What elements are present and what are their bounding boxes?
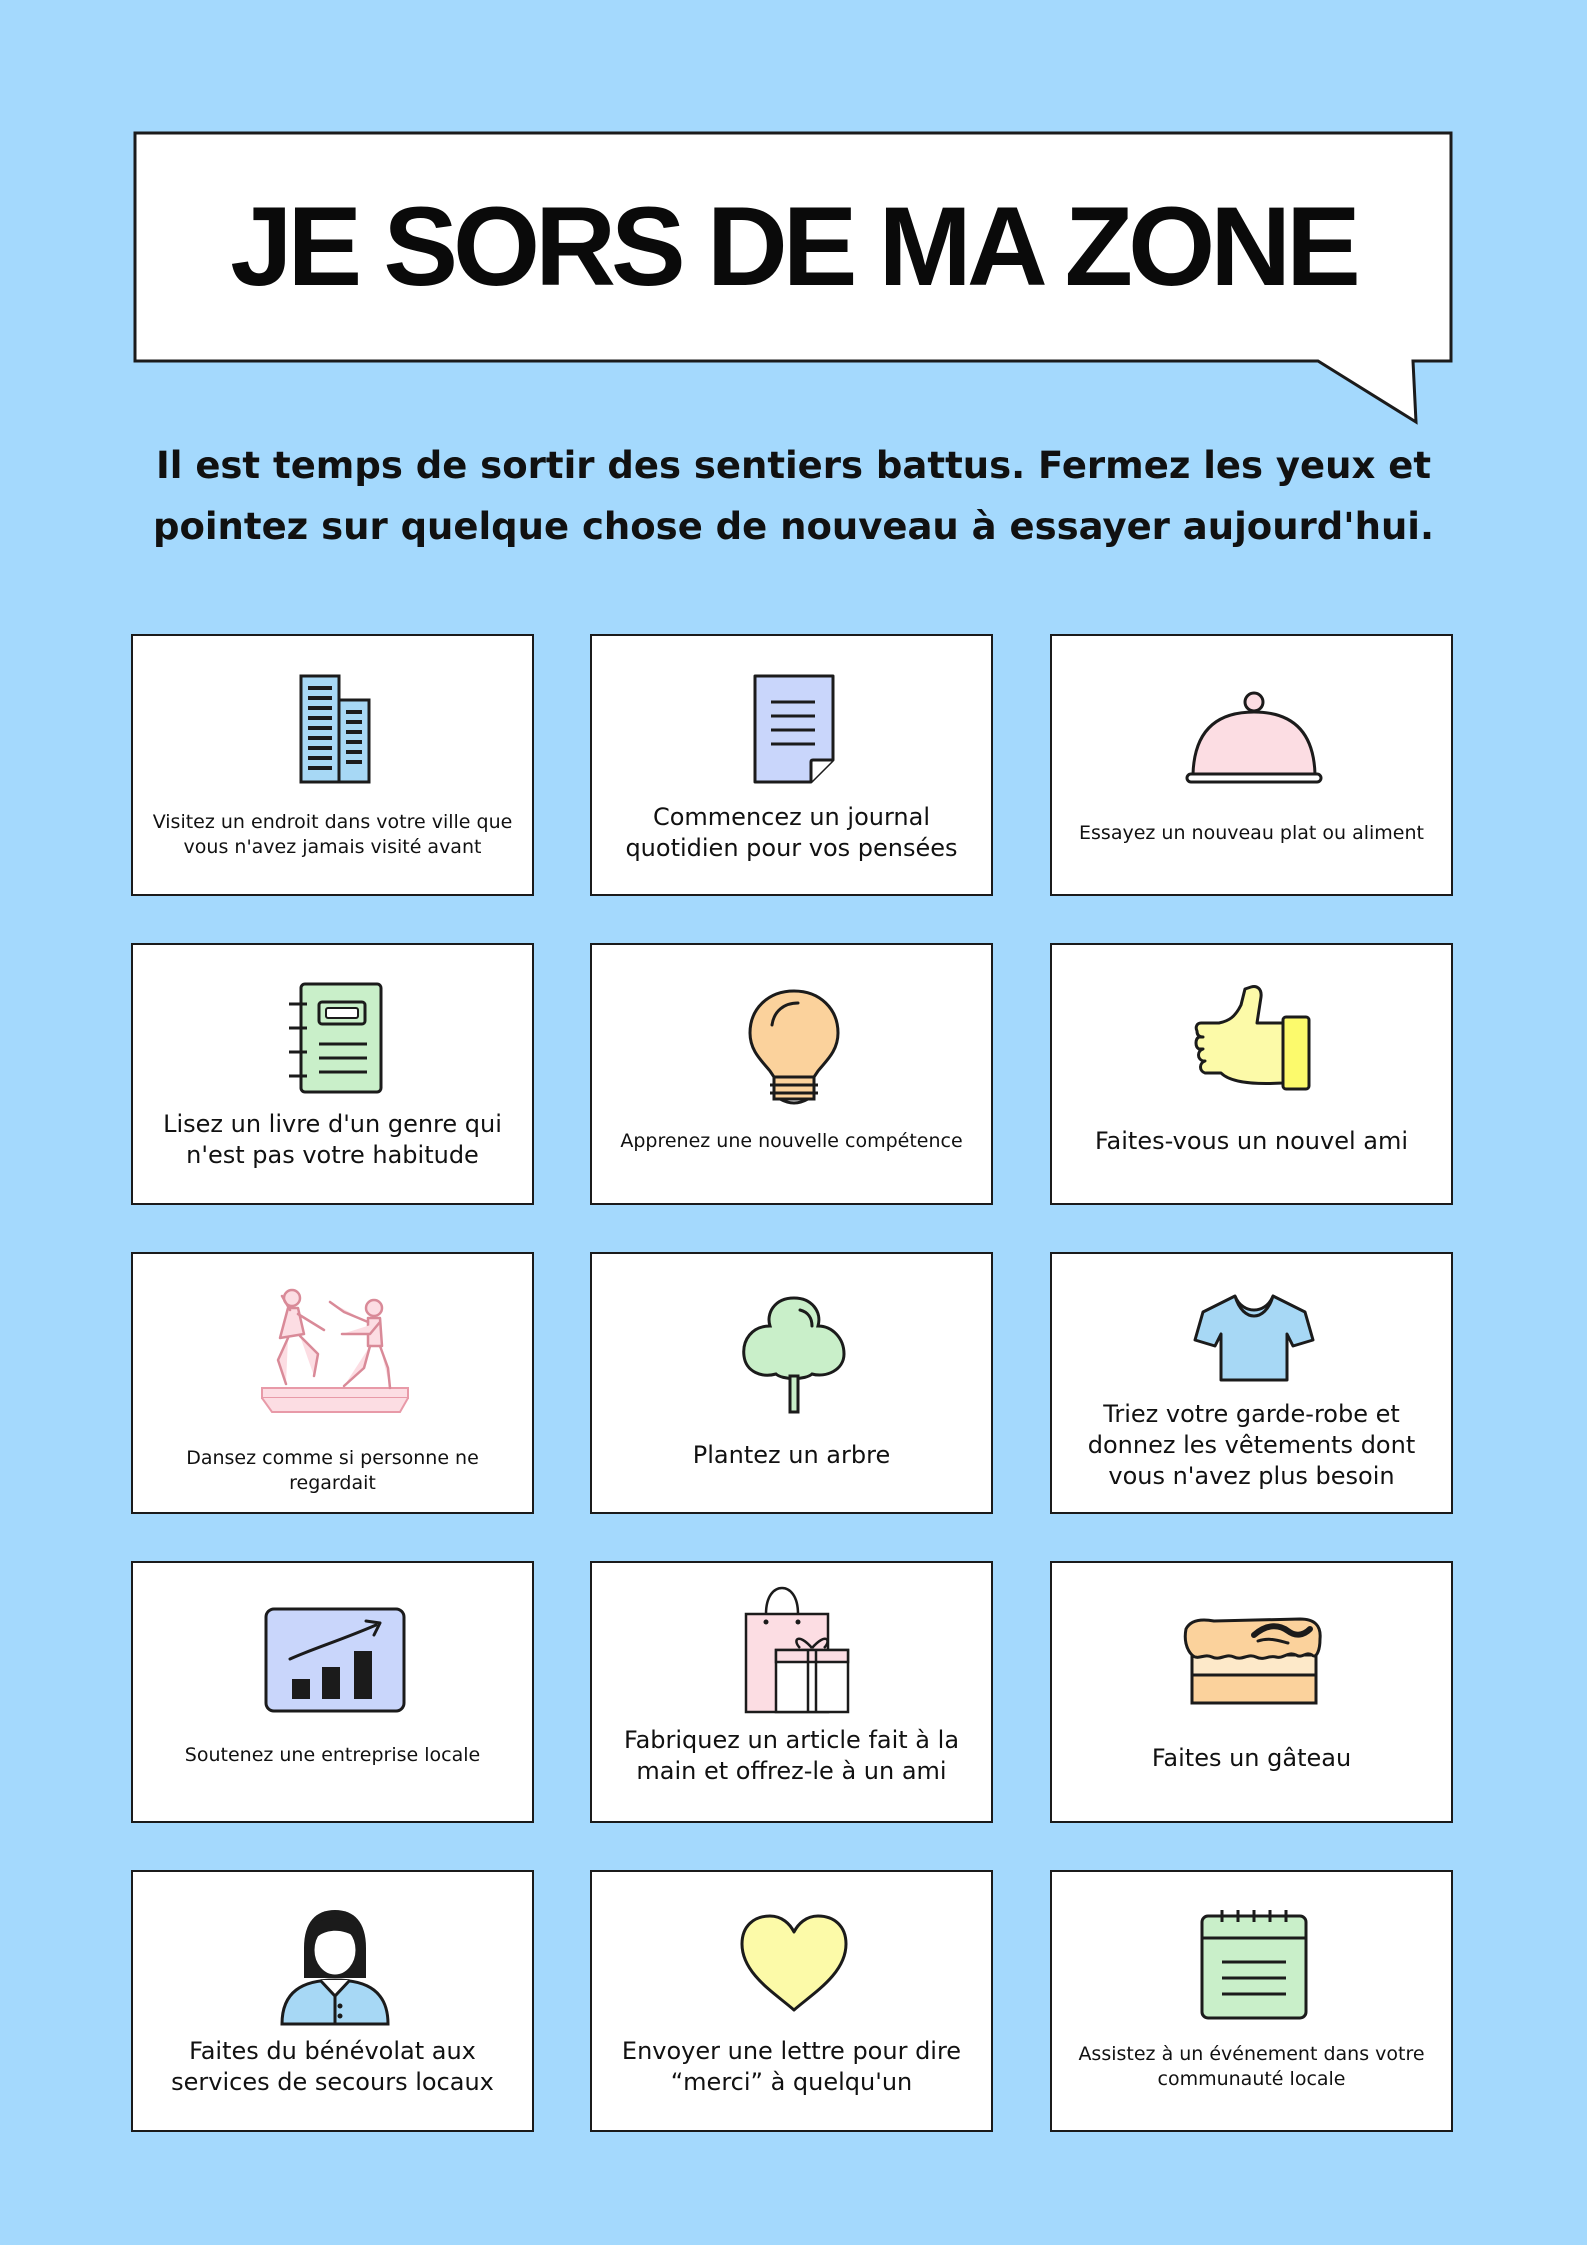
lightbulb-icon	[592, 989, 995, 1105]
buildings-icon	[133, 674, 536, 784]
activity-label: Commencez un journal quotidien pour vos pensées	[625, 803, 958, 862]
activity-label: Envoyer une lettre pour dire “merci” à quelqu'un	[621, 2037, 962, 2096]
activity-card[interactable]	[1050, 1561, 1453, 1823]
activity-label: Assistez à un événement dans votre communauté locale	[1078, 2043, 1425, 2090]
tshirt-icon	[1052, 1292, 1455, 1382]
tree-icon	[592, 1296, 995, 1414]
activity-card[interactable]	[1050, 1252, 1453, 1514]
activity-label: Apprenez une nouvelle compétence	[620, 1130, 963, 1152]
calendar-icon	[1052, 1908, 1455, 2020]
activity-label: Faites-vous un nouvel ami	[1094, 1127, 1409, 1155]
activity-label: Lisez un livre d'un genre qui n'est pas votre habitude	[163, 1110, 502, 1169]
activity-card[interactable]	[131, 1252, 534, 1514]
activity-card[interactable]	[131, 1870, 534, 2132]
dancing-couple-icon	[133, 1288, 536, 1418]
activity-label: Visitez un endroit dans votre ville que vous n'avez jamais visité avant	[152, 811, 513, 858]
notebook-icon	[133, 982, 536, 1094]
activity-label: Triez votre garde-robe et donnez les vêtements dont vous n'avez plus besoin	[1087, 1400, 1416, 1490]
food-cloche-icon	[1052, 690, 1455, 786]
cake-icon	[1052, 1615, 1455, 1705]
growth-chart-icon	[133, 1607, 536, 1713]
activity-label: Faites du bénévolat aux services de secours locaux	[171, 2037, 494, 2096]
activity-label: Dansez comme si personne ne regardait	[186, 1447, 479, 1494]
heart-icon	[592, 1914, 995, 2014]
thumbs-up-icon	[1052, 985, 1455, 1093]
gift-bag-icon	[592, 1588, 995, 1714]
activity-card[interactable]	[131, 943, 534, 1205]
activity-label: Soutenez une entreprise locale	[184, 1744, 481, 1766]
activity-label: Fabriquez un article fait à la main et offrez-le à un ami	[623, 1726, 960, 1785]
activity-card[interactable]	[590, 634, 993, 896]
activity-label: Essayez un nouveau plat ou aliment	[1079, 822, 1424, 844]
activity-card[interactable]	[590, 1870, 993, 2132]
activity-card[interactable]	[590, 1252, 993, 1514]
page-title: JE SORS DE MA ZONE	[230, 183, 1356, 309]
activity-card[interactable]	[590, 943, 993, 1205]
page-subtitle: Il est temps de sortir des sentiers battus. Fermez les yeux et pointez sur quelque chose de nouveau à essayer aujourd'hui.	[152, 444, 1435, 548]
activity-card[interactable]	[131, 634, 534, 896]
activity-card[interactable]	[131, 1561, 534, 1823]
activity-label: Faites un gâteau	[1151, 1744, 1352, 1772]
activity-card[interactable]	[1050, 634, 1453, 896]
volunteer-person-icon	[133, 1908, 536, 2026]
activity-card[interactable]	[590, 1561, 993, 1823]
activity-card[interactable]	[1050, 1870, 1453, 2132]
document-icon	[592, 674, 995, 784]
activity-card[interactable]	[1050, 943, 1453, 1205]
activity-label: Plantez un arbre	[692, 1441, 891, 1469]
